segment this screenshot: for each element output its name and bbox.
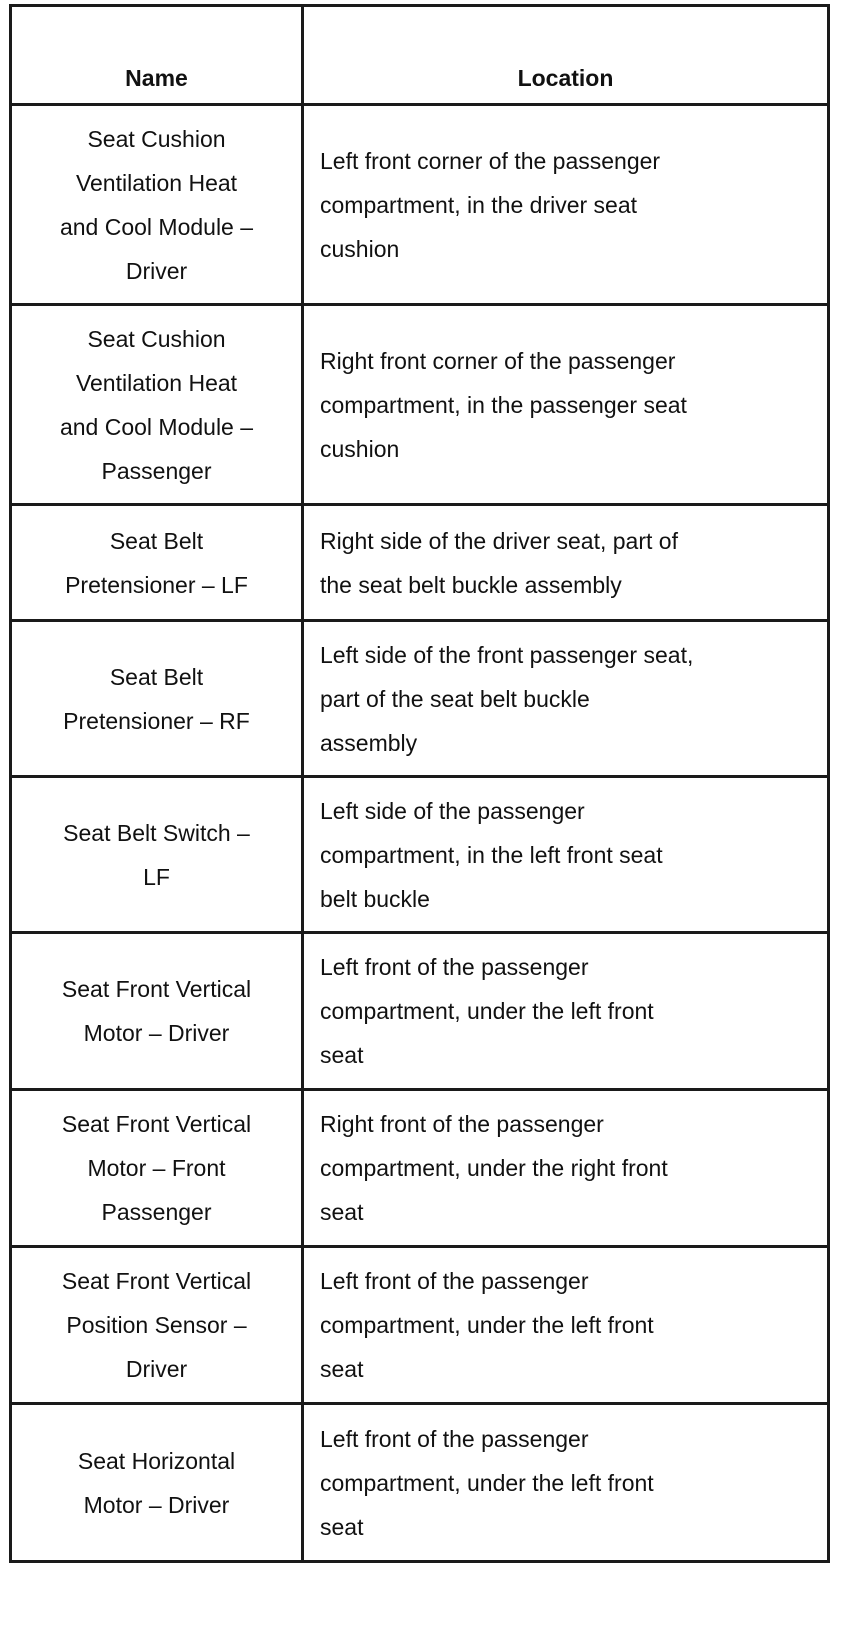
table-row — [11, 933, 829, 1090]
component-location: Right front of the passenger compartment, under the right front seat — [320, 1111, 668, 1225]
name-cell — [11, 1090, 303, 1247]
component-location: Left side of the passenger compartment, in the left front seat belt buckle — [320, 797, 663, 912]
component-location-table — [9, 4, 830, 1563]
component-location: Left side of the front passenger seat, part of the seat belt buckle assembly — [320, 641, 694, 756]
name-cell — [11, 621, 303, 777]
component-name: Seat Belt Switch – LF — [63, 819, 250, 890]
component-location: Left front corner of the passenger compartment, in the driver seat cushion — [320, 147, 661, 262]
table-row — [11, 1404, 829, 1562]
component-location: Right side of the driver seat, part of the seat belt buckle assembly — [320, 527, 678, 598]
name-cell — [11, 1247, 303, 1404]
header-name: Name — [11, 6, 303, 105]
component-name: Seat Cushion Ventilation Heat and Cool Module – Passenger — [59, 325, 254, 484]
component-name: Seat Belt Pretensioner – LF — [65, 527, 248, 598]
name-cell — [11, 777, 303, 933]
location-cell — [303, 1090, 829, 1247]
location-cell — [303, 933, 829, 1090]
component-location: Right front corner of the passenger compartment, in the passenger seat cushion — [320, 347, 687, 462]
component-location: Left front of the passenger compartment, under the left front seat — [320, 1268, 654, 1382]
name-cell — [11, 1404, 303, 1562]
name-cell — [11, 105, 303, 305]
location-cell — [303, 305, 829, 505]
component-name: Seat Front Vertical Position Sensor – Driver — [61, 1268, 252, 1382]
table-row — [11, 1247, 829, 1404]
component-location: Left front of the passenger compartment, under the left front seat — [320, 954, 654, 1068]
component-name: Seat Front Vertical Motor – Driver — [61, 976, 252, 1046]
table-row — [11, 305, 829, 505]
location-cell — [303, 1404, 829, 1562]
location-cell — [303, 1247, 829, 1404]
name-cell — [11, 933, 303, 1090]
location-cell — [303, 105, 829, 305]
header-row — [11, 6, 829, 105]
table-row — [11, 1090, 829, 1247]
component-location: Left front of the passenger compartment, under the left front seat — [320, 1425, 654, 1540]
table-row — [11, 621, 829, 777]
table-row — [11, 777, 829, 933]
name-cell — [11, 305, 303, 505]
name-cell — [11, 505, 303, 621]
location-cell — [303, 777, 829, 933]
component-name: Seat Horizontal Motor – Driver — [77, 1447, 236, 1518]
component-name: Seat Front Vertical Motor – Front Passenger — [61, 1111, 252, 1225]
header-location: Location — [303, 6, 829, 105]
location-cell — [303, 621, 829, 777]
table-row — [11, 105, 829, 305]
location-cell — [303, 505, 829, 621]
component-name: Seat Belt Pretensioner – RF — [63, 663, 250, 734]
table-row — [11, 505, 829, 621]
component-name: Seat Cushion Ventilation Heat and Cool Module – Driver — [59, 125, 254, 284]
